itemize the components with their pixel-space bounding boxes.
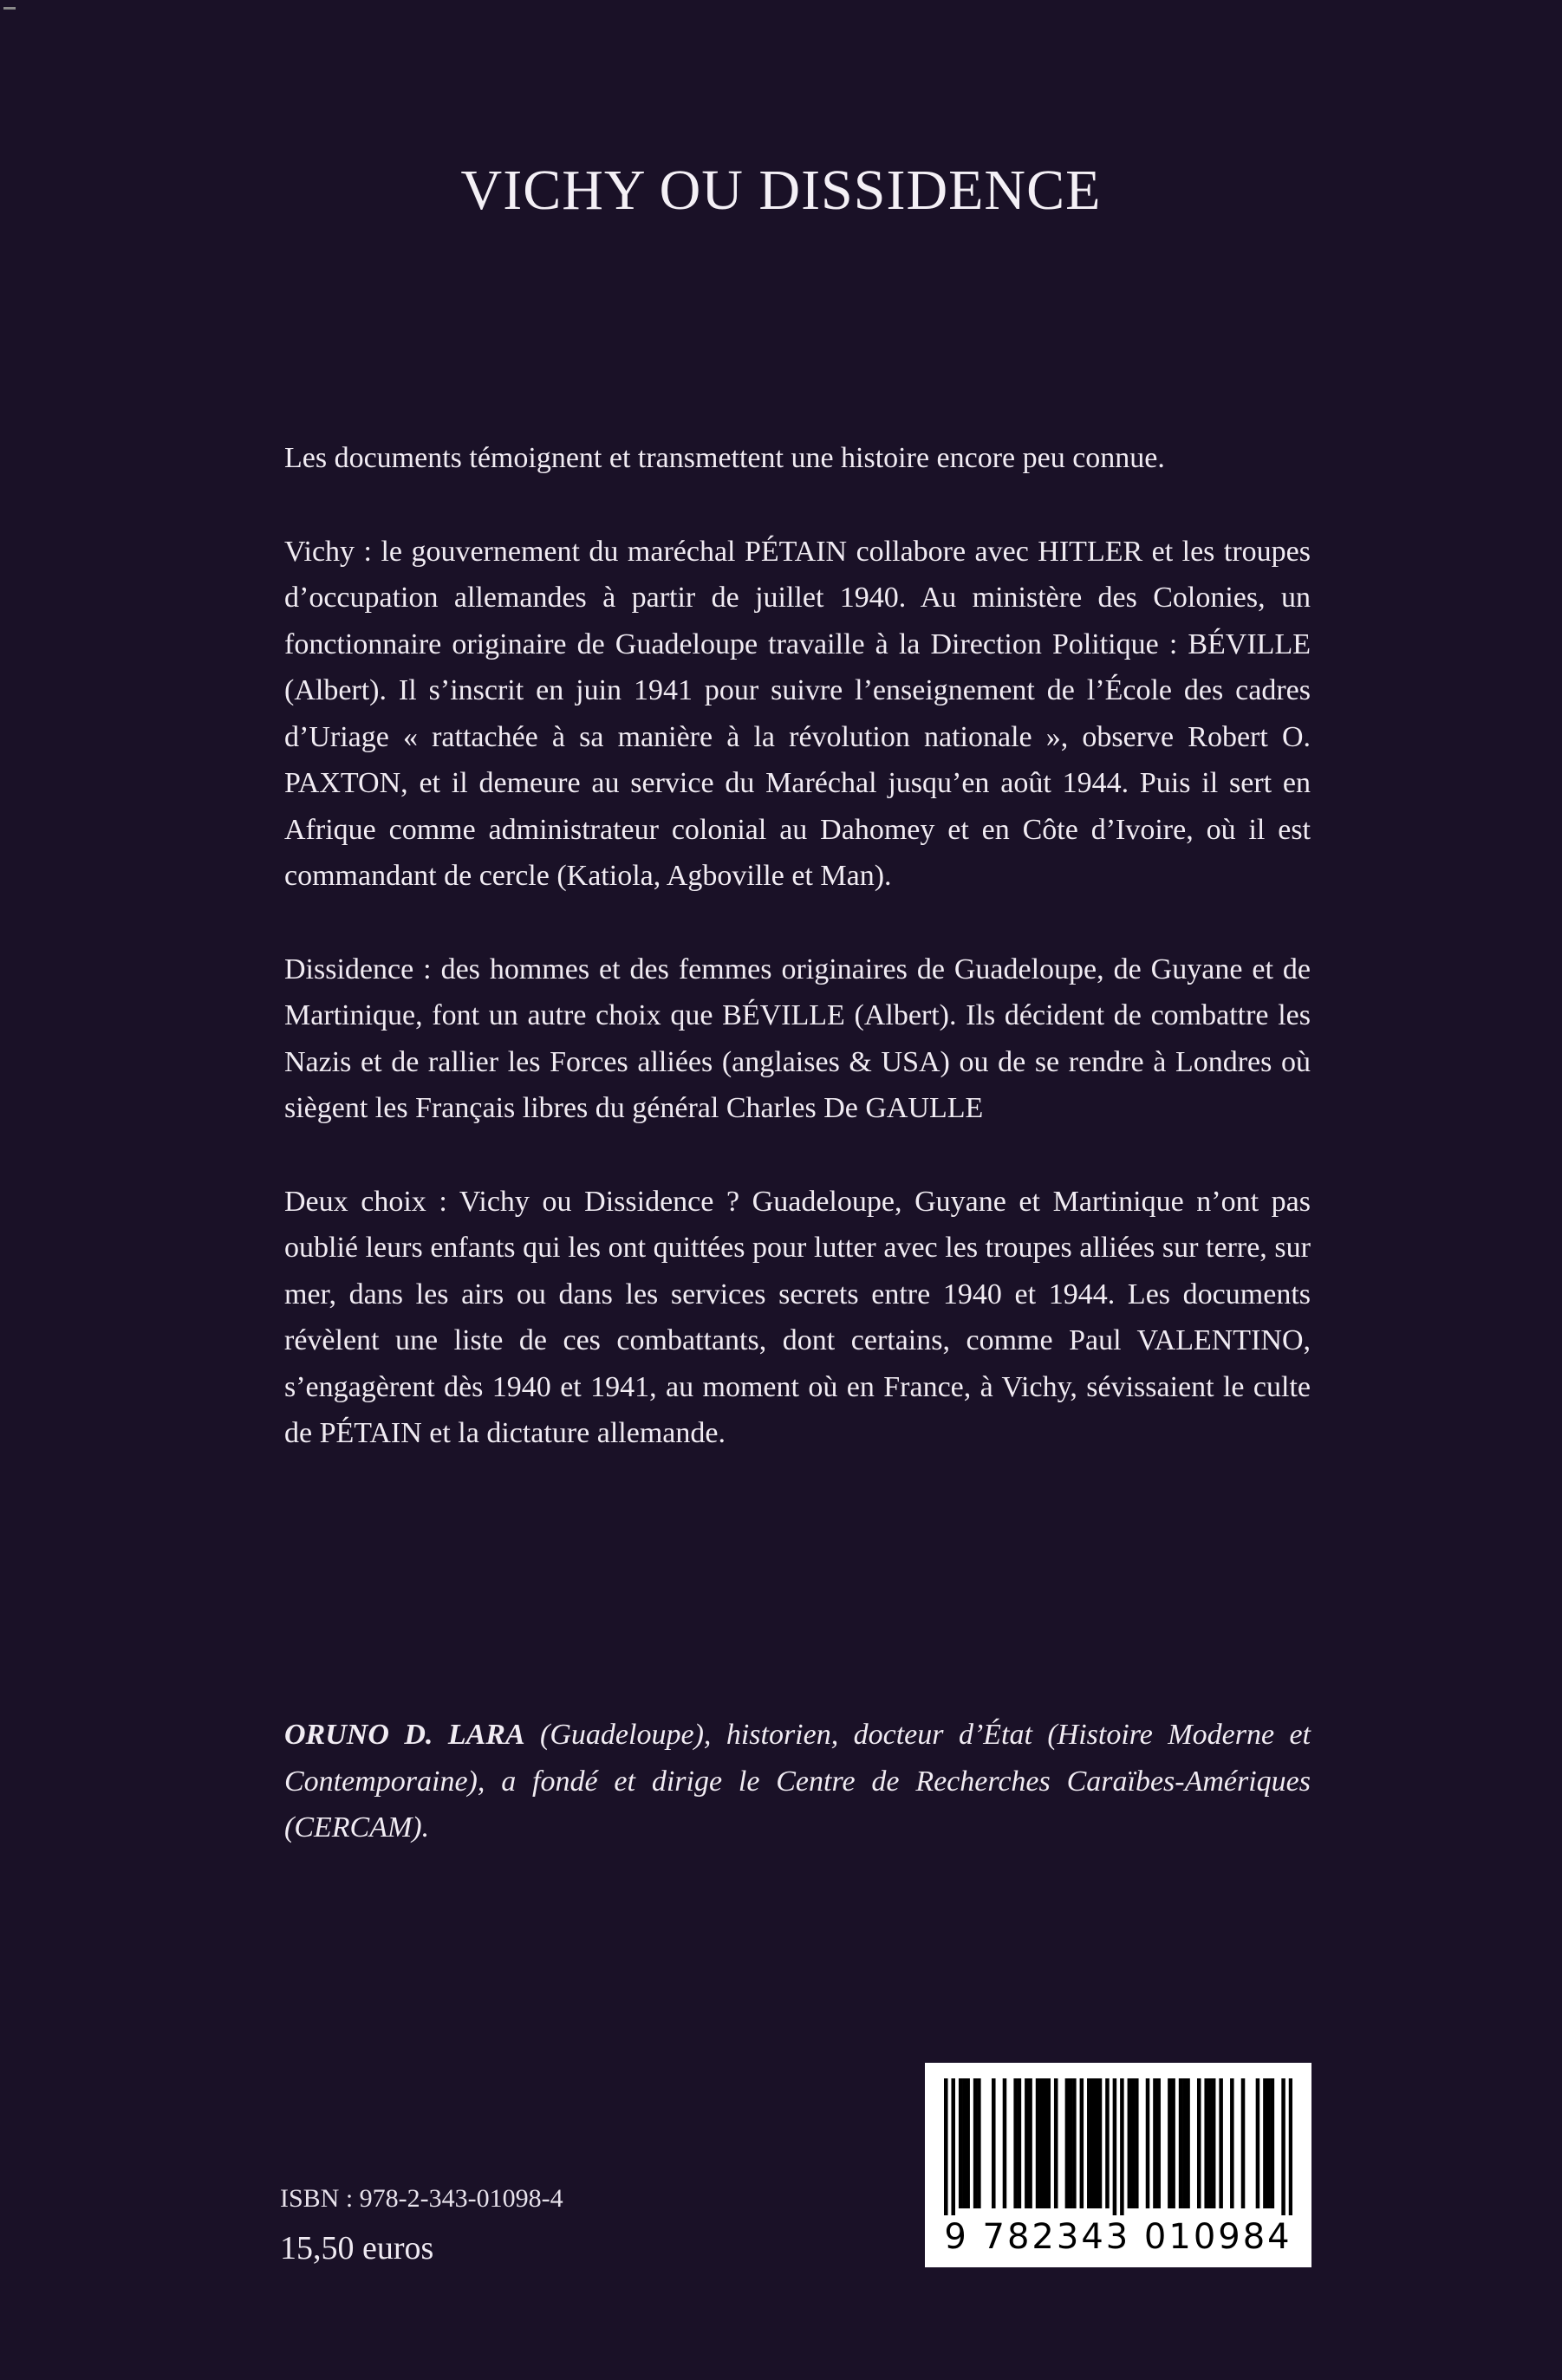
barcode-bar xyxy=(1120,2078,1124,2215)
author-bio-text: (Guadeloupe), historien, docteur d’État (Histoire Moderne et Contemporaine), a fondé et dirige le Centre de Recherches Caraïbes-Amériques (CERCAM). xyxy=(284,1719,1311,1844)
barcode-bar xyxy=(1046,2078,1051,2208)
barcode-bar xyxy=(1156,2078,1161,2208)
price-label: 15,50 euros xyxy=(280,2230,434,2266)
barcode-bar xyxy=(992,2078,996,2208)
barcode-bar xyxy=(951,2078,955,2215)
barcode-bar xyxy=(1025,2078,1029,2208)
author-name: ORUNO D. LARA xyxy=(284,1719,525,1751)
barcode-bar xyxy=(1113,2078,1117,2215)
blurb-paragraph-vichy: Vichy : le gouvernement du maréchal PÉTAIN collabore avec HITLER et les troupes d’occupation allemandes à partir de juillet 1940. Au ministère des Colonies, un fonctionnaire originaire de Guadeloupe travaille à la Direction Politique : BÉVILLE (Albert). Il s’inscrit en juin 1941 pour suivre l’enseignement de l’École des cadres d’Uriage « rattachée à sa manière à la révolution nationale », observe Robert O. PAXTON, et il demeure au service du Maréchal jusqu’en août 1944. Puis il sert en Afrique comme administrateur colonial au Dahomey et en Côte d’Ivoire, où il est commandant de cercle (Katiola, Agboville et Man). xyxy=(284,535,1311,892)
barcode-bar xyxy=(1094,2078,1098,2208)
barcode-bar xyxy=(1230,2078,1234,2208)
barcode-bar xyxy=(1208,2078,1213,2208)
blurb-paragraph-intro: Les documents témoignent et transmettent une histoire encore peu connue. xyxy=(284,442,1165,474)
barcode-bar xyxy=(1028,2078,1032,2208)
barcode-bar xyxy=(1105,2078,1110,2208)
barcode-bar xyxy=(1179,2078,1183,2208)
barcode-bar xyxy=(1054,2078,1058,2208)
barcode-bar xyxy=(1289,2078,1292,2215)
barcode-bar xyxy=(1256,2078,1260,2208)
barcode-digits: 9 782343 010984 xyxy=(944,2217,1292,2257)
crop-mark xyxy=(3,7,16,10)
book-title: VICHY OU DISSIDENCE xyxy=(460,159,1102,222)
barcode-bar xyxy=(944,2078,948,2215)
barcode-bar xyxy=(1080,2078,1084,2208)
barcode-bar xyxy=(1036,2078,1040,2208)
isbn-label: ISBN : 978-2-343-01098-4 xyxy=(280,2184,563,2213)
barcode-bar xyxy=(973,2078,978,2208)
barcode-bar xyxy=(1263,2078,1267,2208)
barcode-bar xyxy=(1131,2078,1136,2208)
barcode-bar xyxy=(1171,2078,1175,2208)
barcode-bar xyxy=(1013,2078,1018,2208)
barcode-bar xyxy=(1003,2078,1007,2208)
barcode-bar xyxy=(1087,2078,1091,2208)
barcode-bar xyxy=(1039,2078,1044,2208)
barcode-bar xyxy=(962,2078,966,2208)
blurb xyxy=(284,435,1311,1504)
barcode-bar xyxy=(1197,2078,1201,2208)
barcode-bar xyxy=(1153,2078,1157,2208)
blurb-paragraph-choices: Deux choix : Vichy ou Dissidence ? Guadeloupe, Guyane et Martinique n’ont pas oublié leurs enfants qui les ont quittées pour lutter avec les troupes alliées sur terre, sur mer, dans les airs ou dans les services secrets entre 1940 et 1944. Les documents révèlent une liste de ces combattants, dont certains, comme Paul VALENTINO, s’engagèrent dès 1940 et 1941, au moment où en France, à Vichy, sévissaient le culte de PÉTAIN et la dictature allemande. xyxy=(284,1185,1311,1449)
barcode-bar xyxy=(1212,2078,1216,2208)
barcode-bars xyxy=(944,2078,1292,2215)
barcode-bar xyxy=(1090,2078,1095,2208)
barcode-bar xyxy=(1219,2078,1223,2208)
barcode-bar xyxy=(966,2078,970,2208)
barcode-bar xyxy=(1271,2078,1275,2208)
barcode-bar xyxy=(1072,2078,1077,2208)
barcode-bar xyxy=(1281,2078,1285,2215)
barcode-bar xyxy=(1098,2078,1103,2208)
barcode-bar xyxy=(1241,2078,1246,2208)
barcode-bar xyxy=(1168,2078,1172,2208)
barcode-bar xyxy=(1146,2078,1150,2208)
barcode-bar xyxy=(1204,2078,1208,2208)
barcode-bar xyxy=(1186,2078,1190,2208)
blurb-paragraph-dissidence: Dissidence : des hommes et des femmes originaires de Guadeloupe, de Guyane et de Martinique, font un autre choix que BÉVILLE (Albert). Ils décident de combattre les Nazis et de rallier les Forces alliées (anglaises & USA) ou de se rendre à Londres où siègent les Français libres du général Charles De GAULLE xyxy=(284,953,1311,1124)
barcode-bar xyxy=(1065,2078,1070,2208)
barcode-bar xyxy=(1018,2078,1022,2208)
barcode xyxy=(925,2063,1311,2267)
barcode-bar xyxy=(977,2078,981,2208)
barcode-bar xyxy=(1043,2078,1047,2208)
barcode-bar xyxy=(1069,2078,1073,2208)
barcode-bar xyxy=(959,2078,963,2208)
barcode-bar xyxy=(1182,2078,1187,2208)
author-bio xyxy=(284,1712,1311,1851)
barcode-bar xyxy=(1266,2078,1271,2208)
barcode-bar xyxy=(1135,2078,1139,2208)
barcode-bar xyxy=(1128,2078,1132,2208)
